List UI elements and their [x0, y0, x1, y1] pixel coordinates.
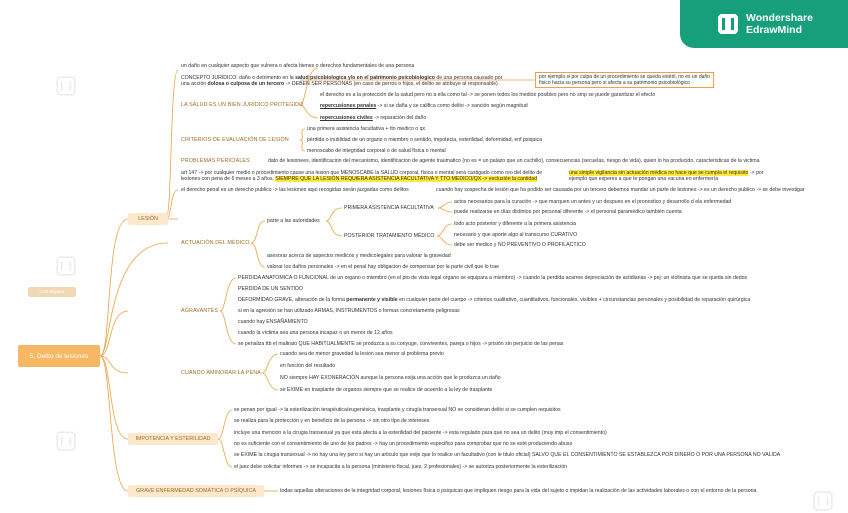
branch-agravantes[interactable]: AGRAVANTES	[181, 308, 219, 314]
agravante-2: PERDIDA DE UN SENTIDO	[238, 286, 303, 292]
posterior-tratamiento[interactable]: POSTERIOR TRATAMIENTO MÉDICO	[344, 233, 435, 239]
valorar: valorar los daños personales -> en el penal hay obligacion de compensar por la parte civil que lo trae	[267, 264, 499, 270]
agravante-6: cuando la víctima sea una persona incapaz o un menor de 12 años	[238, 330, 393, 336]
agravante-3: DEFORMIDAD GRAVE, alteración de la forma permanente y visible en cualquier parte del cuerpo -> criterios cualitativo, cuantitativos, funcionales, visibles + circunstancias personales y posibilidad de reparación quirúrgica	[238, 297, 751, 303]
lesion-concepto: CONCEPTO JURÍDICO: daño o detrimento en la salud psicobiologica y/o en el patrimonio psicobiologico de una persona causado por	[181, 75, 503, 81]
derecho-publico: el derecho penal es un derecho publico -> las lesiones aqui recogidas serán juzgadas como delitos	[181, 187, 409, 193]
criterios-label[interactable]: CRITERIOS DE EVALUACIÓN DE LESIÓN	[181, 137, 289, 143]
salud-label[interactable]: LA SALUD ES UN BIEN JURÍDICO PROTEGIDO	[181, 102, 304, 108]
edrawmind-logo-icon	[718, 14, 738, 34]
art147-note-2: ejemplo que esperes a que te pongan una vacuna en enfermería	[569, 176, 719, 182]
root-tag[interactable]: cost regular	[28, 287, 76, 297]
problemas-text: dato de lesionees, identificacion del mecanismo, identificacion de agente traumatico (no es = un palazo que un cuchillo), consecuencias (secuelas, riesgo de vida), quien lo ha producido, caracteristicas de la victima	[268, 158, 760, 164]
agravante-4: si en la agresión se han utilizado ARMAS, INSTRUMENTOS o formas concretamente peligrosas	[238, 308, 460, 314]
art147-note: una simple vigilancia sin actuación médica no hace que se cumpla el requisito -> por	[569, 170, 764, 176]
brand-logo	[680, 0, 848, 48]
aminorar-3: NO siempre HAY EXONERACIÓN aunque la persona exija una acción que le produzca un daño	[280, 375, 501, 381]
impotencia-3: incluye una mencion a la cirugia transexual ya que esta afecta a la esterilidad del paciente -> esta regulado para que no sea un delito (muy imp el consentimiento)	[234, 430, 607, 436]
watermark-icon	[55, 75, 77, 97]
impotencia-1: se penan por igual -> la esterilización terapéutica/eugenésica, trasplante y cirugía transexual NO se consideran delito si se cumplen requisitos	[234, 407, 561, 413]
watermark-icon	[55, 255, 77, 277]
posterior-item-3: debe ser medico y NO PREVENTIVO O PROFILACTICO	[454, 242, 586, 248]
grave-enfermedad-text: todas aquellas alteraciones de la integridad corporal, lesiones física o psiquicas que impliquen riesgo para la vida del sujeto o impidan la realización de las actividades laborales o con el entorno de la persona	[280, 488, 757, 494]
aminorar-4: se EXIME en trasplante de organos siempre que se realice de acuerdo a la ley de trasplante	[280, 387, 493, 393]
brand-line-1: Wondershare	[746, 12, 813, 24]
aminorar-2: en función del resultado	[280, 363, 336, 369]
posterior-item-2: necesario y que aporte algo al transcurso CURATIVO	[454, 232, 578, 238]
aminorar-1: cuando sea de menor gravedad la lesion sea menor al problema previo	[280, 351, 444, 357]
asesorar: asesorar acerca de aspectos medicos y medicolegales para valorar la gravedad	[267, 253, 451, 259]
watermark-icon	[55, 430, 77, 452]
primera-item-2: puede realizarse en días distintos por personal diferente -> el personal paramédico también cuenta	[454, 209, 682, 215]
posterior-item-1: todo acto posterior y diferente a la primera asistencia	[454, 221, 576, 227]
lesion-concepto-cont: una acción dolosa o culposa de un tercero -> DEBEN SER PERSONAS (en caso de perros o hijos, el delito se atribuye al responsable)	[181, 81, 498, 87]
partes-autoridades: parte a las autoridades	[267, 218, 320, 224]
impotencia-6: el juez debe solicitar informes -> se incapacita a la persona (ministerio fiscal, juez, 2 profesionales) -> se autoriza posteriormente la esterilización	[234, 464, 568, 470]
primera-asistencia[interactable]: PRIMERA ASISTENCIA FACULTATIVA	[344, 205, 434, 211]
salud-item-2: repercusiones penales -> si se daña y se califica como delito -> sanción según magnitud	[320, 103, 528, 109]
agravante-7: se penaliza ttb el maltrato QUE HABITUALMENTE se produzca a su conyuge, conviventes, pareja o hijos -> prisión sin perjuicio de las penas	[238, 341, 564, 347]
branch-actuacion[interactable]: ACTUACIÓN DEL MÉDICO	[181, 240, 250, 246]
salud-item-1: el derecho es a la protección de la salud pero no a ella como tal -> se ponen todos los medios posibles pero no smp se puede garantizar el efecto	[320, 92, 656, 98]
impotencia-5: se EXIME la cirugia transexual -> no hay una ley pero si hay un articulo que exije que lo realice un facultativo (con le titulo oficial) SALVO QUE EL CONSENTIMIENTO SE ESTABLEZCA POR DINERO O POR UNA PERSONA NO VALIDA	[234, 452, 781, 458]
art147-line-2: lesiones con pena de 6 meses a 3 años. SIEMPRE QUE LA LESIÓN REQUIERA ASISTENCIA FACULTATIVA Y TTO MEDICO/QX -> exclusión la cantidad	[181, 176, 538, 182]
branch-impotencia[interactable]: IMPOTENCIA Y ESTERILIDAD	[128, 433, 218, 445]
watermark-icon	[812, 490, 834, 512]
brand-line-2: EdrawMind	[746, 24, 803, 36]
criterio-3: menoscabo de integridad corporal o de salud física o mental	[307, 148, 446, 154]
lesion-definicion: un daño en cualquier aspecto que vulnera o afecta bienes o derechos fundamentales de una persona	[181, 63, 415, 69]
root-topic[interactable]: 5. Delito de lesiones	[18, 345, 100, 367]
branch-aminorar[interactable]: CUANDO AMINORAR LA PENA	[181, 370, 261, 376]
agravante-1: PERDIDA ANATOMICA O FUNCIONAL de un organo o miembro (en el pto de vista legal organo se equipara a miembro) -> cuando la perdida acarree depreciación de actidiarias -> pej: un violinista que se queda sin dedos	[238, 275, 748, 281]
branch-lesion[interactable]: LESIÓN	[128, 213, 168, 225]
concepto-note: por ejemplo si por culpa de un procedimiento se queda estéril, no es un daño físico hacia su persona pero si afecta a su patrimonio psicobiológico	[535, 72, 714, 88]
parte-lesiones: cuando hay sospecha de lesión que ha podido ser causada por un tercero debemos mandar un parte de lesiones -> es un derecho publico -> se debe investigar	[436, 187, 805, 193]
primera-item-1: actos necesarios para la curación -> que marquen un antes y un despues en el pronostico y desarrollo d ela enfermedad	[454, 199, 732, 205]
art147-line-1: art 147 -> por cualquier medio o procedimiento cause una lesion que MENOSCABE la SALUD corporal, física o mental será castigado como reo del delito de	[181, 170, 543, 176]
criterio-2: pérdida o inutilidad de un organo o miembro o sentido, impotecia, esterilidad, deformidad, enf psiquica	[307, 137, 543, 143]
impotencia-4: no es suficiente con el consentimiento de uno de los padres -> hay un procedimiento especifico para comprobar que no se esté produciendo abuso	[234, 441, 573, 447]
branch-grave[interactable]: GRAVE ENFERMEDAD SOMÁTICA O PSÍQUICA	[128, 485, 264, 497]
salud-item-3: repercusiones civiles -> reparación del daño	[320, 115, 427, 121]
agravante-5: cuando hay ENSAÑAMIENTO	[238, 319, 308, 325]
problemas-label[interactable]: PROBLEMAS PERICIALES	[181, 158, 250, 164]
impotencia-2: se realiza para la protección y en beneficio de la persona -> sin otro tipo de intereses	[234, 418, 430, 424]
criterio-1: una primera asistencia facultativa + tto medico o qx	[307, 126, 426, 132]
